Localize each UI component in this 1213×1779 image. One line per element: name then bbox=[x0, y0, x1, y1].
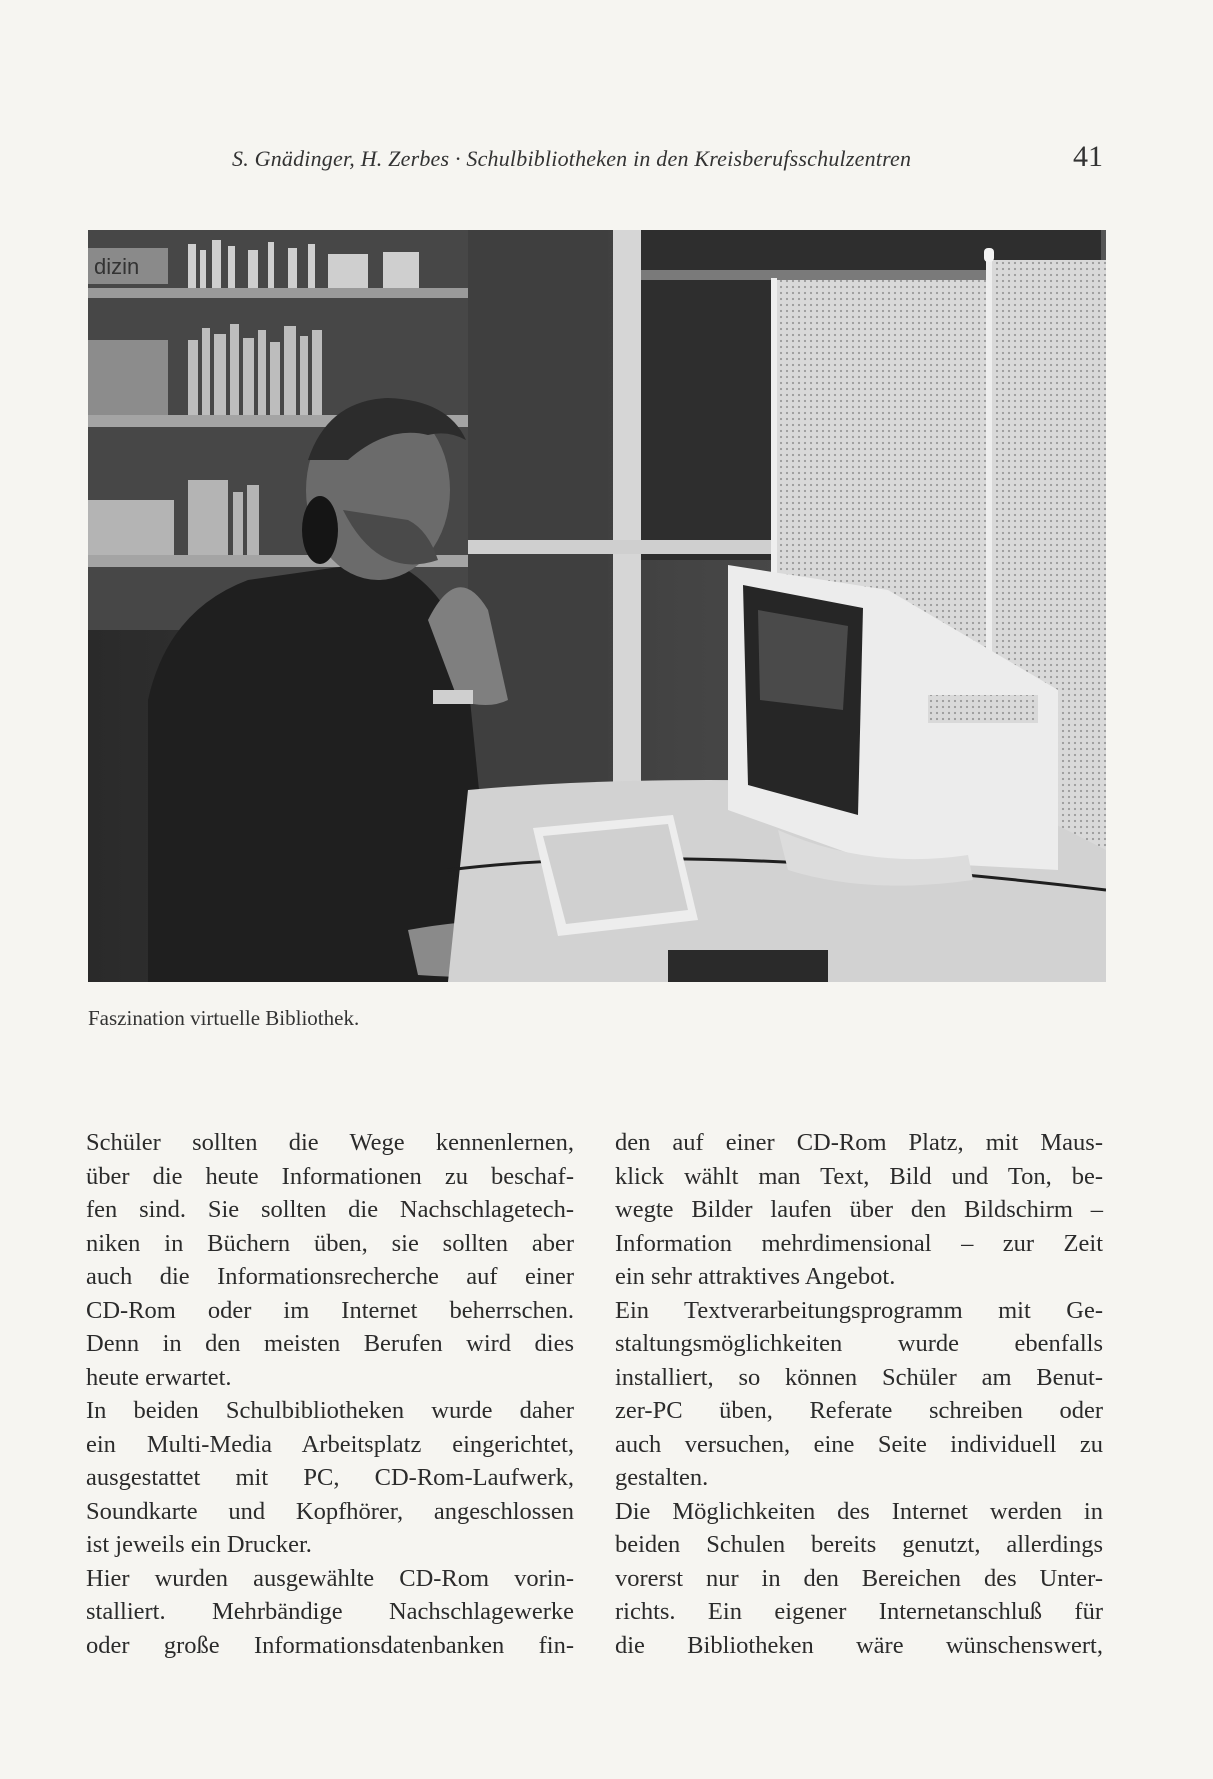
text-line: Die Möglichkeiten des Internet werden in bbox=[615, 1497, 1103, 1525]
text-column-right bbox=[615, 1126, 1103, 1662]
keyboard bbox=[533, 815, 698, 936]
text-line: In beiden Schulbibliotheken wurde daher bbox=[86, 1397, 574, 1424]
text-line: ausgestattet mit PC, CD-Rom-Laufwerk, bbox=[86, 1464, 574, 1491]
text-line: Hier wurden ausgewählte CD-Rom vorin- bbox=[86, 1564, 574, 1592]
figure-photo bbox=[88, 230, 1106, 982]
text-line: installiert, so können Schüler am Benut- bbox=[615, 1363, 1103, 1391]
text-line: den auf einer CD-Rom Platz, mit Maus- bbox=[615, 1129, 1103, 1156]
text-line: fen sind. Sie sollten die Nachschlagetech- bbox=[86, 1196, 574, 1223]
text-line: stalliert. Mehrbändige Nachschlagewerke bbox=[86, 1598, 574, 1625]
text-line: niken in Büchern üben, sie sollten aber bbox=[86, 1229, 574, 1257]
text-column-left bbox=[86, 1126, 574, 1662]
text-line: ein Multi-Media Arbeitsplatz eingerichtet, bbox=[86, 1430, 574, 1458]
text-line: Schüler sollten die Wege kennenlernen, bbox=[86, 1129, 574, 1156]
text-line: gestalten. bbox=[615, 1464, 709, 1491]
text-line: beiden Schulen bereits genutzt, allerdings bbox=[615, 1531, 1103, 1558]
shelf-sign: dizin bbox=[94, 254, 140, 279]
figure-caption: Faszination virtuelle Bibliothek. bbox=[88, 1006, 360, 1030]
text-line: Soundkarte und Kopfhörer, angeschlossen bbox=[86, 1497, 574, 1525]
text-line: auch versuchen, eine Seite individuell zu bbox=[615, 1430, 1103, 1458]
text-line: über die heute Informationen zu beschaf- bbox=[86, 1162, 574, 1190]
text-line: vorerst nur in den Bereichen des Unter- bbox=[615, 1564, 1103, 1592]
text-line: ein sehr attraktives Angebot. bbox=[615, 1263, 896, 1290]
text-line: Ein Textverarbeitungsprogramm mit Ge- bbox=[615, 1296, 1103, 1324]
text-line: ist jeweils ein Drucker. bbox=[86, 1531, 312, 1558]
text-line: richts. Ein eigener Internetanschluß für bbox=[615, 1598, 1103, 1625]
text-line: die Bibliotheken wäre wünschenswert, bbox=[615, 1631, 1103, 1659]
text-line: Information mehrdimensional – zur Zeit bbox=[615, 1229, 1103, 1257]
text-line: klick wählt man Text, Bild und Ton, be- bbox=[615, 1162, 1103, 1190]
text-line: CD-Rom oder im Internet beherrschen. bbox=[86, 1296, 574, 1324]
text-line: Denn in den meisten Berufen wird dies bbox=[86, 1330, 574, 1357]
text-line: heute erwartet. bbox=[86, 1363, 232, 1391]
text-line: zer-PC üben, Referate schreiben oder bbox=[615, 1397, 1103, 1424]
text-line: auch die Informationsrecherche auf einer bbox=[86, 1263, 574, 1290]
running-header: S. Gnädinger, H. Zerbes · Schulbibliotheken in den Kreisberufsschulzentren bbox=[232, 146, 912, 171]
text-line: wegte Bilder laufen über den Bildschirm – bbox=[615, 1196, 1103, 1223]
text-line: oder große Informationsdatenbanken fin- bbox=[86, 1631, 574, 1659]
text-line: staltungsmöglichkeiten wurde ebenfalls bbox=[615, 1330, 1103, 1357]
page-number: 41 bbox=[1073, 140, 1103, 173]
